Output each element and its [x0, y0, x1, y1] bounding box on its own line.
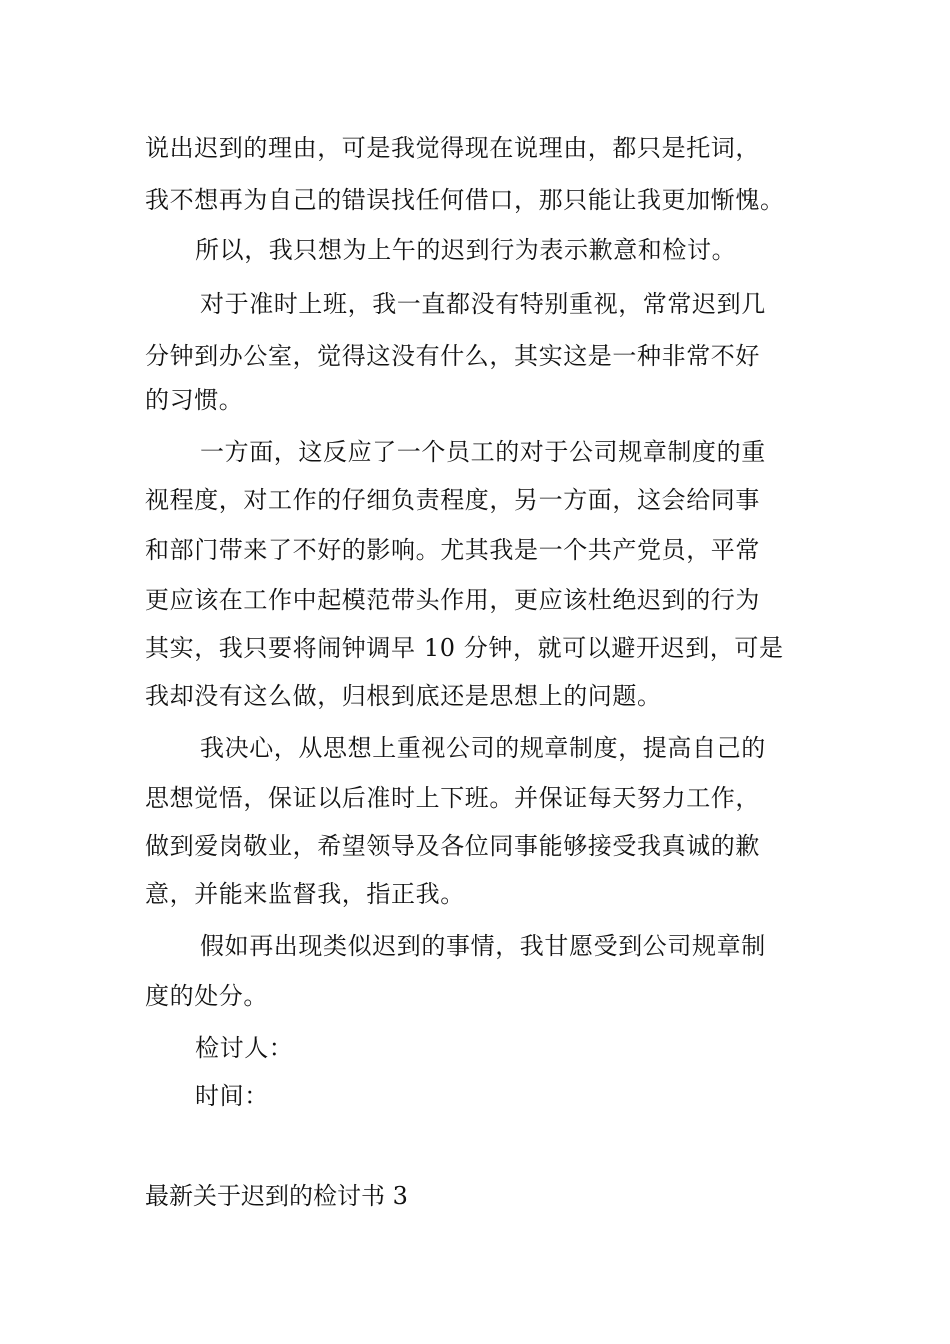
- paragraph-5-line-2: 思想觉悟，保证以后准时上下班。并保证每天努力工作，: [145, 784, 760, 812]
- paragraph-1-line-2: 我不想再为自己的错误找任何借口，那只能让我更加惭愧。: [145, 186, 785, 214]
- paragraph-3-line-1: 对于准时上班，我一直都没有特别重视，常常迟到几: [200, 290, 766, 318]
- paragraph-5-line-1: 我决心，从思想上重视公司的规章制度，提高自己的: [200, 734, 766, 762]
- paragraph-5-line-3: 做到爱岗敬业，希望领导及各位同事能够接受我真诚的歉: [145, 832, 760, 860]
- paragraph-2-line-1: 所以，我只想为上午的迟到行为表示歉意和检讨。: [195, 236, 737, 264]
- paragraph-4-line-4: 更应该在工作中起模范带头作用，更应该杜绝迟到的行为: [145, 586, 760, 614]
- next-heading: 最新关于迟到的检讨书 3: [145, 1182, 408, 1210]
- paragraph-4-line-3: 和部门带来了不好的影响。尤其我是一个共产党员，平常: [145, 536, 760, 564]
- paragraph-4-line-6: 我却没有这么做，归根到底还是思想上的问题。: [145, 682, 662, 710]
- paragraph-4-line-1: 一方面，这反应了一个员工的对于公司规章制度的重: [200, 438, 766, 466]
- paragraph-3-line-2: 分钟到办公室，觉得这没有什么，其实这是一种非常不好: [145, 342, 760, 370]
- time-label: 时间：: [195, 1082, 269, 1110]
- paragraph-1-line-1: 说出迟到的理由，可是我觉得现在说理由，都只是托词，: [145, 134, 760, 162]
- paragraph-4-line-2: 视程度，对工作的仔细负责程度，另一方面，这会给同事: [145, 486, 760, 514]
- paragraph-6-line-2: 度的处分。: [145, 982, 268, 1010]
- signature-label: 检讨人：: [195, 1034, 294, 1062]
- paragraph-6-line-1: 假如再出现类似迟到的事情，我甘愿受到公司规章制: [200, 932, 766, 960]
- paragraph-3-line-3: 的习惯。: [145, 386, 244, 414]
- paragraph-4-line-5: 其实，我只要将闹钟调早 10 分钟，就可以避开迟到，可是: [145, 634, 784, 662]
- paragraph-5-line-4: 意，并能来监督我，指正我。: [145, 880, 465, 908]
